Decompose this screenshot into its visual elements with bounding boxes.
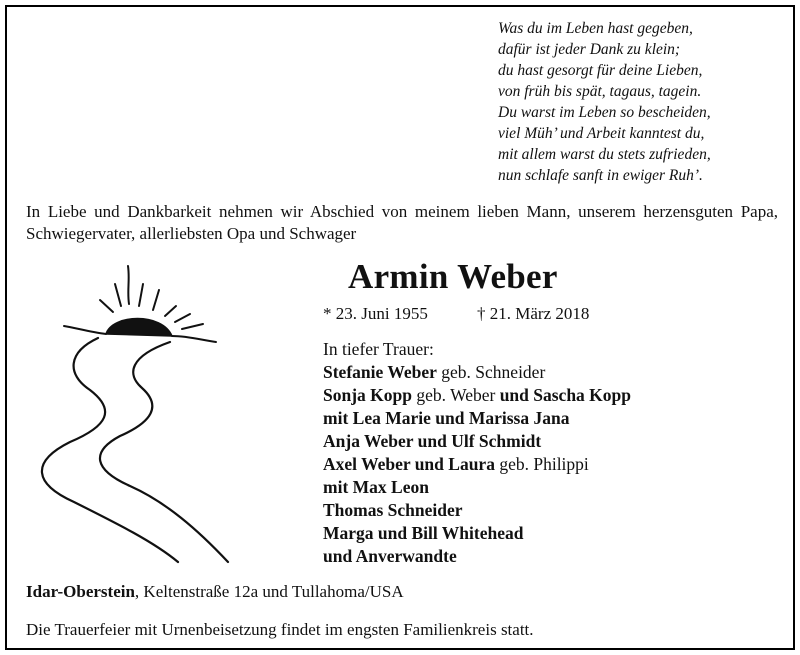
horizon-right xyxy=(172,336,216,342)
mourner-line xyxy=(323,384,631,407)
mourners-heading: In tiefer Trauer: xyxy=(323,339,434,359)
mourner-name-part: Axel Weber und Laura xyxy=(323,454,495,474)
mourner-line xyxy=(323,545,631,568)
horizon-left xyxy=(64,326,106,334)
mourner-name-part: und Sascha Kopp xyxy=(499,385,632,405)
mourner-line xyxy=(323,430,631,453)
poem-line: viel Müh’ und Arbeit kanntest du, xyxy=(498,125,705,142)
mourner-line xyxy=(323,407,631,430)
path-edge-right xyxy=(100,342,228,562)
mourner-name-part: mit Max Leon xyxy=(323,477,429,497)
mourner-name-part: geb. Philippi xyxy=(494,454,589,474)
mourner-name-part: geb. Schneider xyxy=(436,362,546,382)
mourner-line xyxy=(323,361,631,384)
poem-line: Du warst im Leben so bescheiden, xyxy=(498,104,711,121)
mourner-line xyxy=(323,499,631,522)
poem-line: dafür ist jeder Dank zu klein; xyxy=(498,41,681,58)
address-line xyxy=(26,581,404,603)
mourner-name-part: mit Lea Marie und Marissa Jana xyxy=(323,408,570,428)
birth-date: * 23. Juni 1955 xyxy=(323,304,428,323)
mourner-name-part: Anja Weber und Ulf Schmidt xyxy=(323,431,542,451)
poem-line: mit allem warst du stets zufrieden, xyxy=(498,146,711,163)
mourner-name-part: und Anverwandte xyxy=(323,546,457,566)
poem-line: von früh bis spät, tagaus, tagein. xyxy=(498,83,702,100)
mourner-name-part: Marga und Bill Whitehead xyxy=(323,523,524,543)
closing-text: Die Trauerfeier mit Urnenbeisetzung findet im engsten Familienkreis statt. xyxy=(26,620,534,639)
poem-line: Was du im Leben hast gegeben, xyxy=(498,20,693,37)
poem-line: nun schlafe sanft in ewiger Ruh’. xyxy=(498,167,703,184)
deceased-name: Armin Weber xyxy=(348,257,558,296)
poem-line: du hast gesorgt für deine Lieben, xyxy=(498,62,703,79)
mourner-line xyxy=(323,453,631,476)
sun xyxy=(106,319,172,337)
mourner-name-part: geb. Weber xyxy=(412,385,500,405)
path-edge-left xyxy=(42,338,178,562)
intro-text: In Liebe und Dankbarkeit nehmen wir Abschied von meinem lieben Mann, unserem herzensguten Papa, Schwiegervater, allerliebsten Opa und Schwager xyxy=(26,202,778,243)
address-city: Idar-Oberstein xyxy=(26,582,135,601)
address-rest: , Keltenstraße 12a und Tullahoma/USA xyxy=(134,582,404,601)
mourner-line xyxy=(323,476,631,499)
sunset-path-icon xyxy=(20,262,320,572)
mourner-name-part: Thomas Schneider xyxy=(323,500,463,520)
mourner-name-part: Stefanie Weber xyxy=(323,362,437,382)
mourner-name-part: Sonja Kopp xyxy=(323,385,412,405)
mourner-line xyxy=(323,522,631,545)
mourners-list xyxy=(323,338,631,568)
death-date: † 21. März 2018 xyxy=(477,304,590,323)
poem xyxy=(498,18,788,186)
